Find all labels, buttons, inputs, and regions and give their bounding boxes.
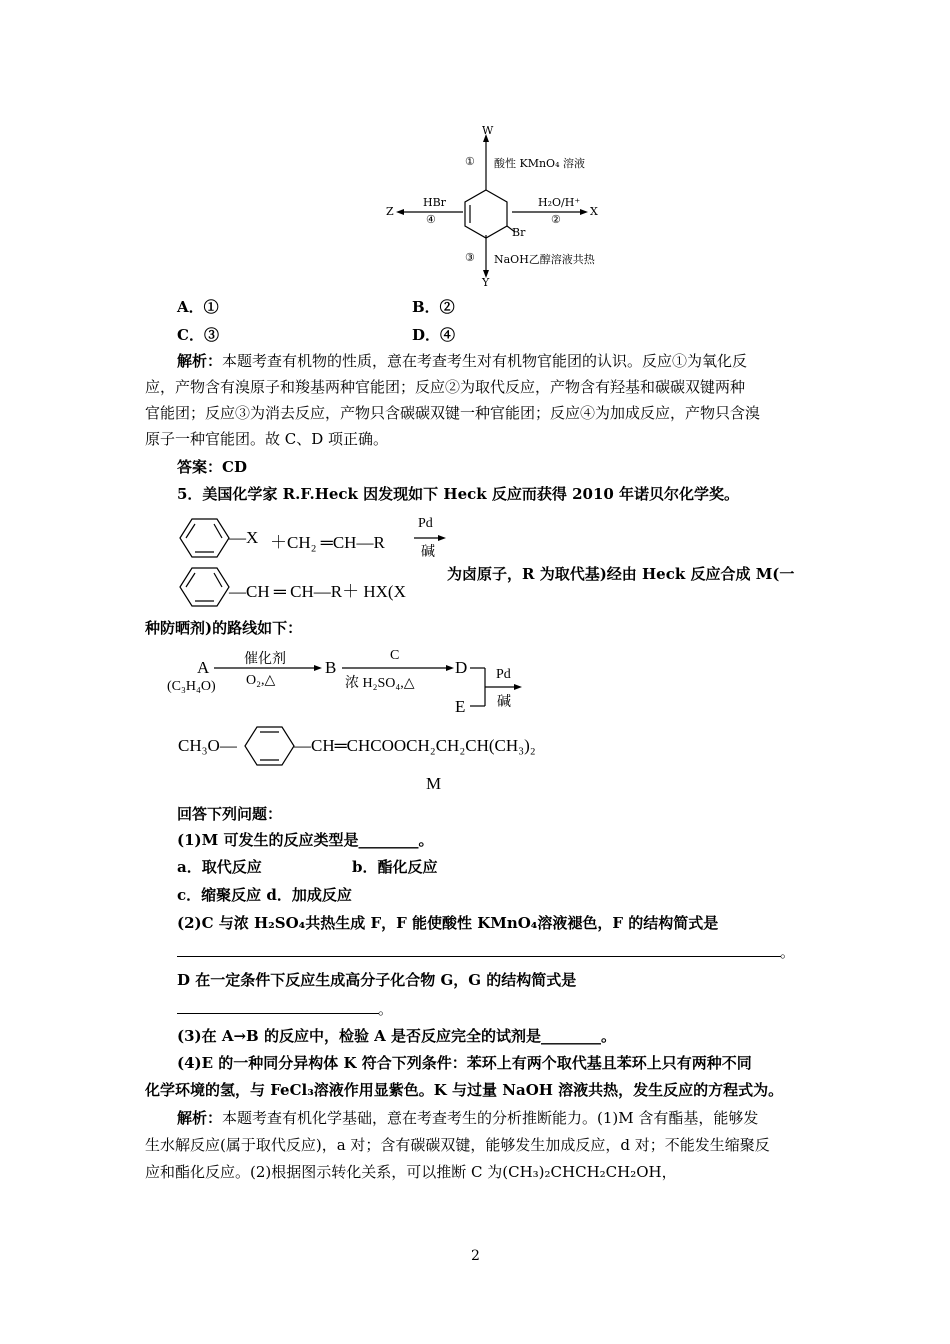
question-2b: D 在一定条件下反应生成高分子化合物 G，G 的结构简式是 <box>177 971 577 989</box>
reagent-naoh: NaOH乙醇溶液共热 <box>494 253 595 266</box>
analysis-text: 本题考查有机物的性质，意在考查考生对有机物官能团的认识。反应①为氧化反 <box>222 352 748 370</box>
step-2-label: ② <box>551 213 561 226</box>
answer-line-g-end: 。 <box>378 1000 394 1018</box>
answer-line-g <box>177 1013 379 1014</box>
question-4-line-2: 化学环境的氢，与 FeCl₃溶液作用显紫色。K 与过量 NaOH 溶液共热，发生反应的方程式为。 <box>145 1081 784 1099</box>
question-4-line-1: (4)E 的一种同分异构体 K 符合下列条件：苯环上有两个取代基且苯环上只有两种不同 <box>177 1054 752 1072</box>
answer-line-f <box>177 956 781 957</box>
step-3-label: ③ <box>465 251 475 264</box>
reagent-kmno4: 酸性 KMnO₄ 溶液 <box>494 157 585 170</box>
route-base: 碱 <box>497 695 511 710</box>
question-5-intro: 5．美国化学家 R.F.Heck 因发现如下 Heck 反应而获得 2010 年诺贝尔化学奖。 <box>177 485 740 503</box>
question-3: (3)在 A→B 的反应中，检验 A 是否反应完全的试剂是________。 <box>177 1027 617 1045</box>
route-b: B <box>325 658 337 677</box>
product-z-label: Z <box>386 205 394 218</box>
answer-value: CD <box>222 458 247 476</box>
heck-base-label: 碱 <box>421 545 435 560</box>
question-1-option-a: a．取代反应 <box>177 858 262 876</box>
route-a: A <box>197 658 210 677</box>
route-cond-1: O₂,△ <box>246 673 276 688</box>
step-1-label: ① <box>465 155 475 168</box>
route-e: E <box>455 697 466 716</box>
option-a: A．① <box>177 298 219 316</box>
question-1-option-b: b．酯化反应 <box>352 858 438 876</box>
compound-m-left: CH₃O— <box>178 736 237 755</box>
route-cond-2: 浓 H₂SO₄,△ <box>345 676 415 691</box>
route-pd: Pd <box>496 667 511 682</box>
option-d: D．④ <box>412 326 456 344</box>
analysis-2-text: 本题考查有机化学基础，意在考查考生的分析推断能力。(1)M 含有酯基，能够发 <box>222 1109 759 1127</box>
compound-m-right: —CH═CHCOOCH₂CH₂CH(CH₃)₂ <box>294 736 536 755</box>
analysis-1-line-2: 应，产物含有溴原子和羧基两种官能团；反应②为取代反应，产物含有羟基和碳碳双键两种 <box>145 378 746 396</box>
question-1: (1)M 可发生的反应类型是________。 <box>177 831 434 849</box>
option-b: B．② <box>412 298 455 316</box>
analysis-1-line-3: 官能团；反应③为消去反应，产物只含碳碳双键一种官能团；反应④为加成反应，产物只含溴 <box>145 404 761 422</box>
analysis-2-label: 解析： <box>177 1109 223 1127</box>
product-x-label: X <box>590 205 598 218</box>
route-a-formula: (C₃H₄O) <box>167 679 216 694</box>
route-catalyst: 催化剂 <box>244 652 286 667</box>
page-number: 2 <box>471 1248 480 1264</box>
heck-pd-label: Pd <box>418 516 433 531</box>
route-d: D <box>455 658 468 677</box>
product-w-label: W <box>482 124 494 137</box>
answer-label: 答案： <box>177 458 223 476</box>
compound-m-label: M <box>426 774 442 793</box>
heck-product: —CH ═ CH—R＋ HX(X <box>229 582 406 601</box>
questions-prompt: 回答下列问题： <box>177 805 283 823</box>
question-5-line-2: 种防晒剂)的路线如下： <box>145 619 303 637</box>
reagent-h2o: H₂O/H⁺ <box>538 196 581 209</box>
option-c: C．③ <box>177 326 219 344</box>
heck-aryl-x: —X <box>229 528 259 547</box>
heck-product-description: 为卤原子，R 为取代基)经由 Heck 反应合成 M(一 <box>447 565 795 583</box>
analysis-1-line-4: 原子一种官能团。故 C、D 项正确。 <box>145 430 389 448</box>
question-2: (2)C 与浓 H₂SO₄共热生成 F，F 能使酸性 KMnO₄溶液褪色，F 的结构简式是 <box>177 914 719 932</box>
product-y-label: Y <box>482 276 490 289</box>
heck-alkene: ＋CH₂ ═CH—R <box>270 533 385 552</box>
analysis-2-line-2: 生水解反应(属于取代反应)，a 对；含有碳碳双键，能够发生加成反应，d 对；不能发生缩聚反 <box>145 1136 770 1154</box>
step-4-label: ④ <box>426 213 436 226</box>
br-substituent: Br <box>512 226 526 239</box>
answer-line-f-end: 。 <box>780 943 796 961</box>
question-1-option-cd: c．缩聚反应 d．加成反应 <box>177 886 352 904</box>
analysis-2-line-3: 应和酯化反应。(2)根据图示转化关系，可以推断 C 为(CH₃)₂CHCH₂CH₂OH， <box>145 1163 677 1181</box>
route-c: C <box>390 648 400 663</box>
analysis-label: 解析： <box>177 352 223 370</box>
reagent-hbr: HBr <box>423 196 446 209</box>
analysis-2-line-1 <box>177 1108 758 1128</box>
